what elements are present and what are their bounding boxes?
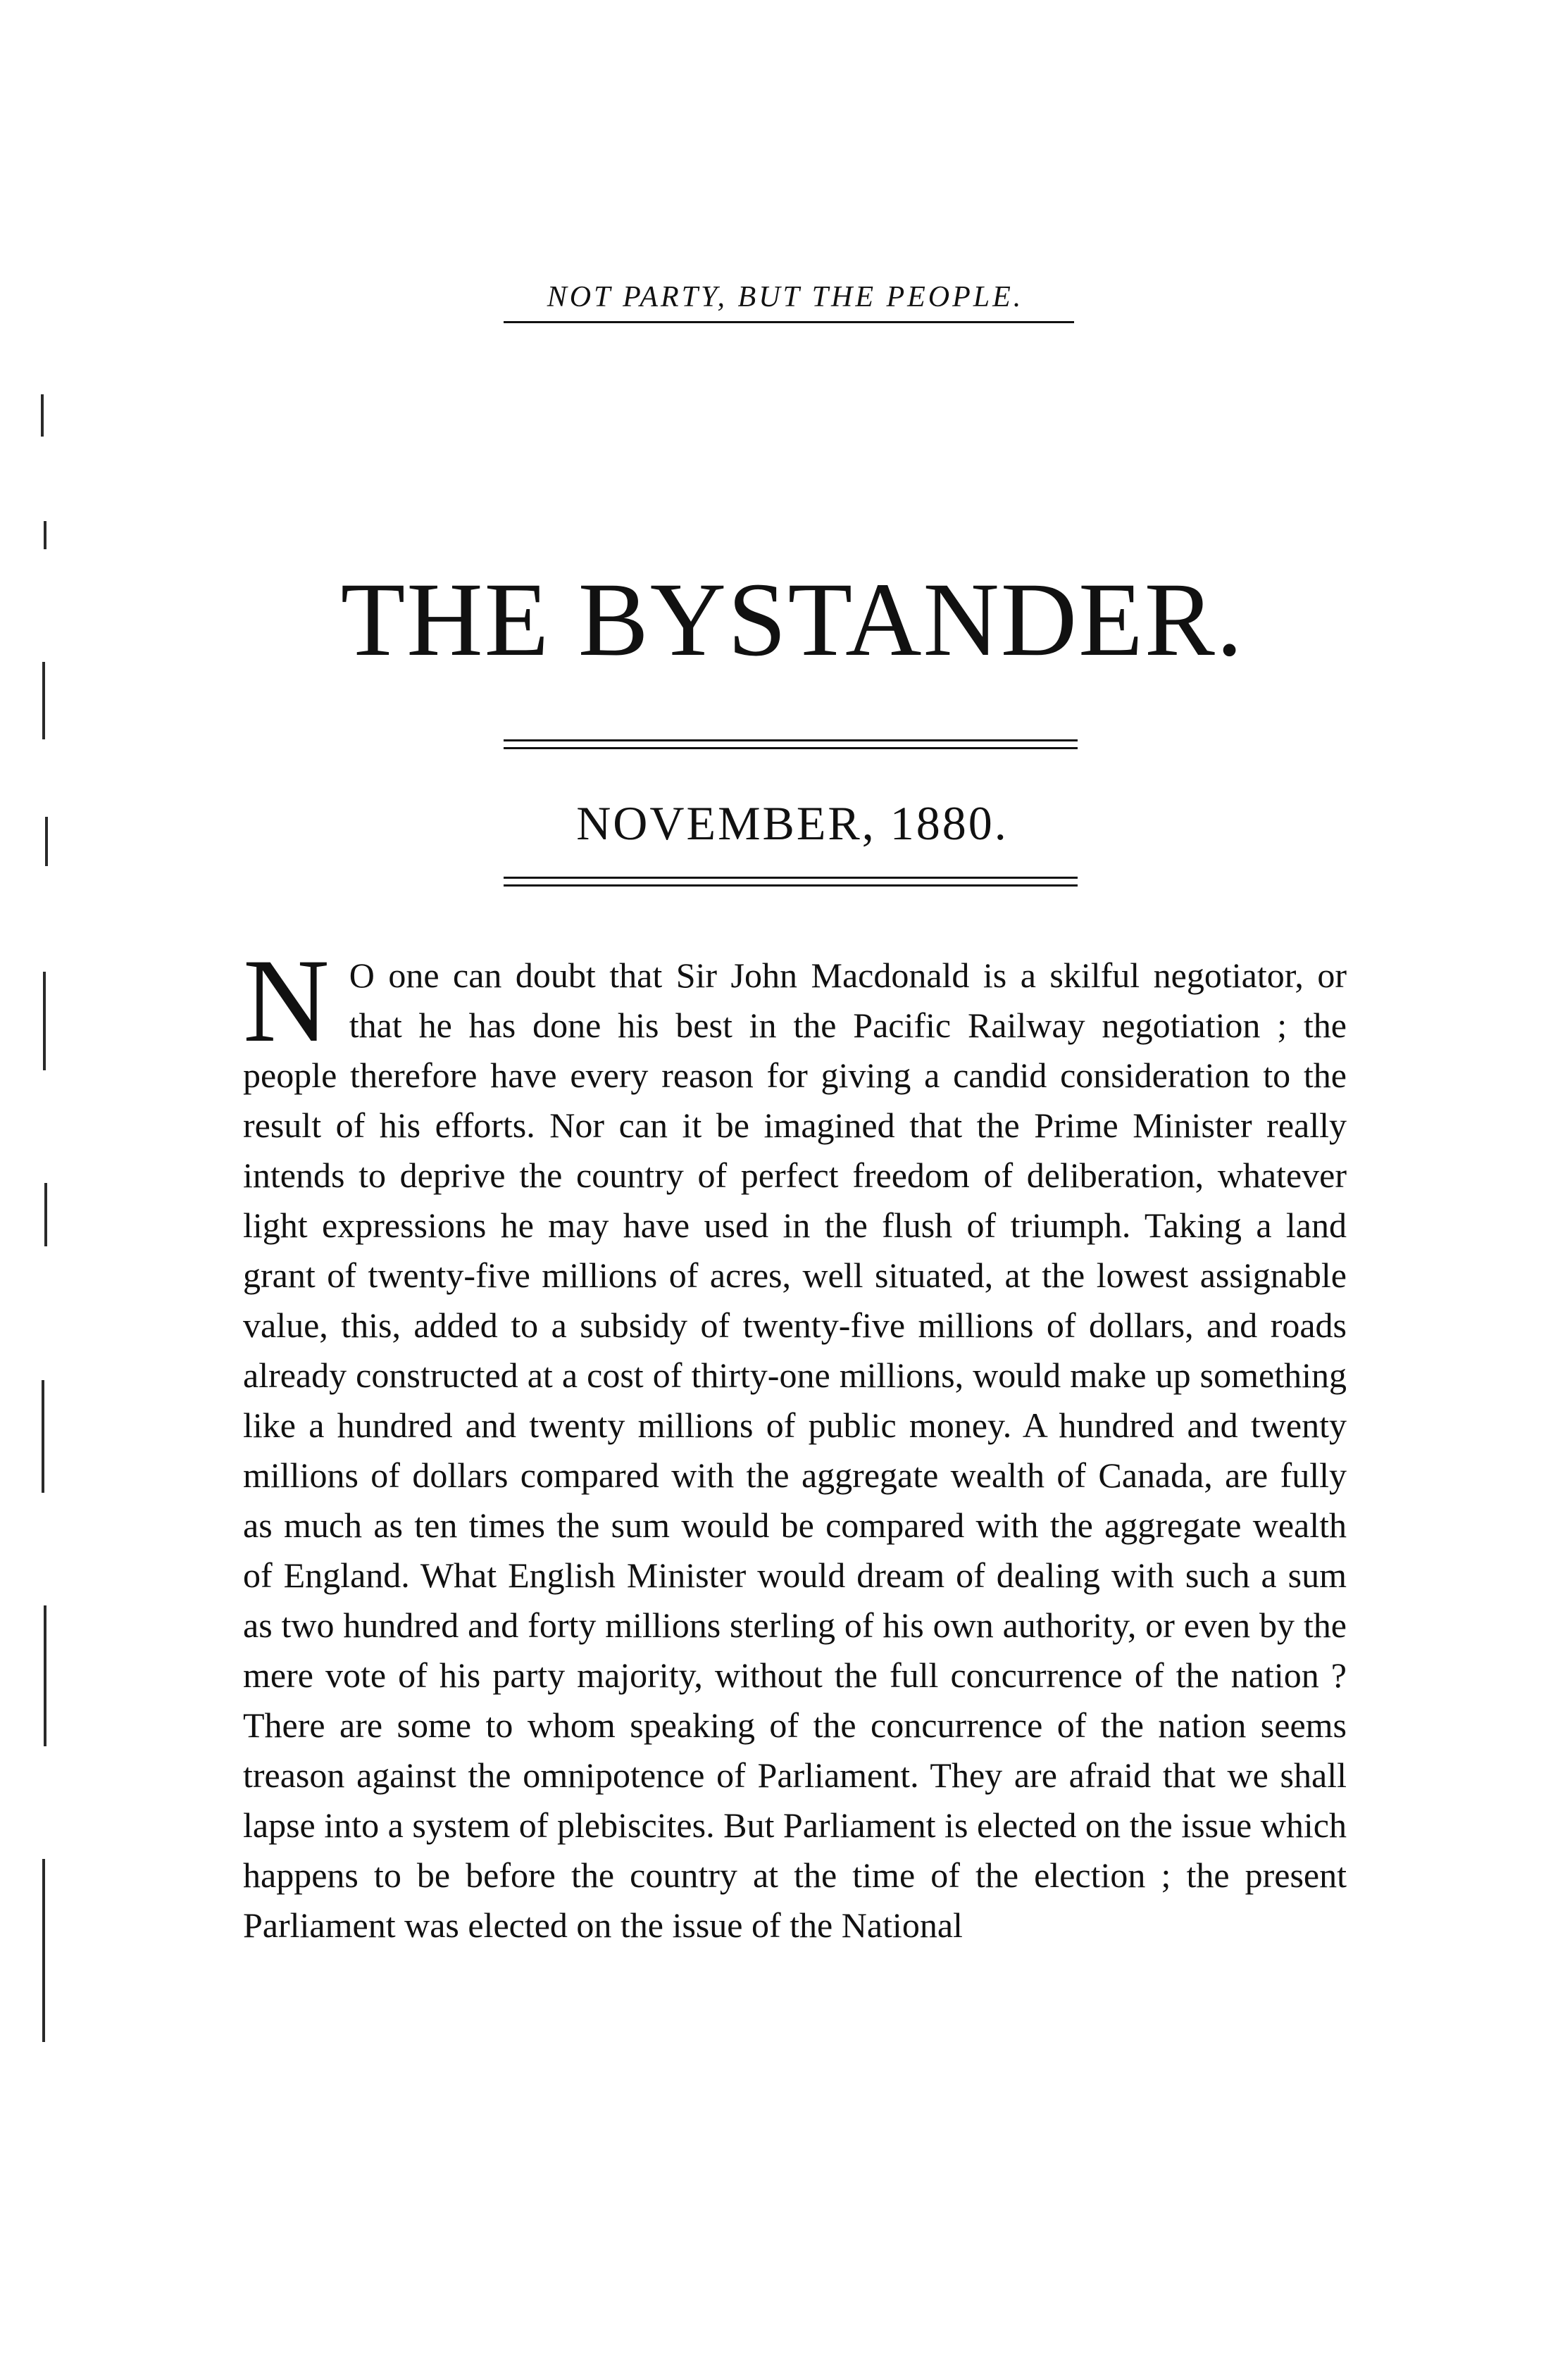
date-double-rule [504,877,1078,887]
motto-underline [504,321,1074,323]
article-paragraph: O one can doubt that Sir John Macdonald is a skilful negotiator, or that he has done his best in the Pacific Railway negotiation ; the people therefore have every reason for giving a candid consideration to the result of his efforts. Nor can it be imagined that the Prime Minister really intends to deprive the country of perfect freedom of deliberation, whatever light expressions he may have used in the flush of triumph. Taking a land grant of twenty-five millions of acres, well situated, at the lowest assignable value, this, added to a subsidy of twenty-five millions of dollars, and roads already constructed at a cost of thirty-one millions, would make up something like a hundred and twenty millions of public money. A hundred and twenty millions of dollars compared with the aggregate wealth of Canada, are fully as much as ten times the sum would be compared with the aggregate wealth of England. What English Minister would dream of dealing with such a sum as two hundred and forty millions sterling of his own authority, or even by the mere vote of his party majority, without the full concurrence of the nation ? There are some to whom speaking of the concurrence of the nation seems treason against the omnipotence of Parliament. They are afraid that we shall lapse into a system of plebiscites. But Parliament is elected on the issue which happens to be before the country at the time of the election ; the present Parliament was elected on the issue of the National [243,956,1347,1945]
article-body [243,934,1347,1950]
drop-cap: N [243,934,330,1067]
issue-date: NOVEMBER, 1880. [576,796,1009,850]
motto: NOT PARTY, BUT THE PEOPLE. [547,281,1024,313]
page-title: THE BYSTANDER. [340,561,1245,678]
title-double-rule [504,739,1078,749]
scan-edge-artifacts [28,394,63,2112]
